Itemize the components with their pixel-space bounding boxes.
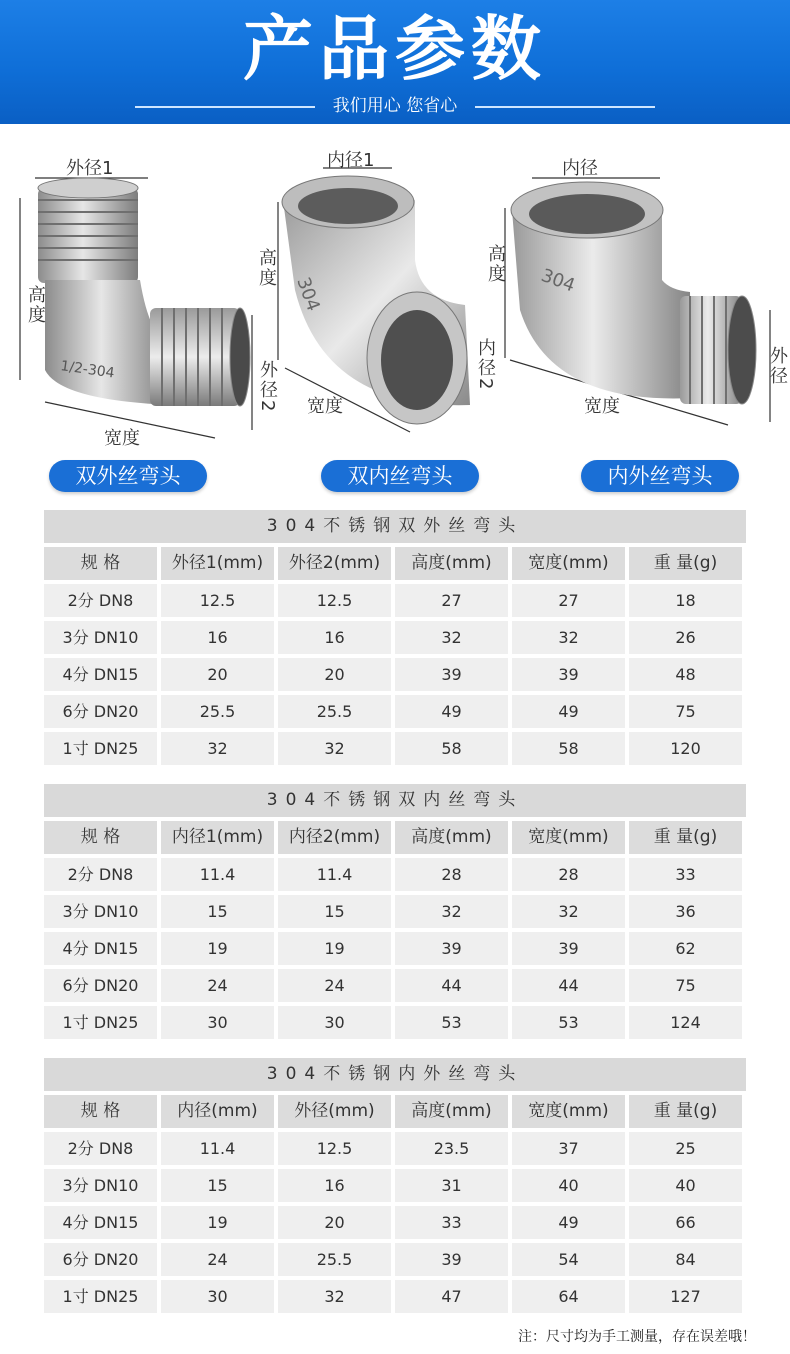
table-header-cell: 外径(mm) xyxy=(278,1095,391,1128)
spec-table-female-elbow xyxy=(44,784,746,1039)
table-cell: 39 xyxy=(395,1243,508,1276)
table-cell: 23.5 xyxy=(395,1132,508,1165)
table-cell: 18 xyxy=(629,584,742,617)
table-cell: 16 xyxy=(161,621,274,654)
table-cell: 25.5 xyxy=(278,1243,391,1276)
table-row xyxy=(44,858,746,891)
product-marking: 304 xyxy=(538,264,578,297)
header-banner xyxy=(0,0,790,124)
table-cell: 30 xyxy=(278,1006,391,1039)
product-name-female-elbow: 双内丝弯头 xyxy=(321,460,479,492)
table-cell: 26 xyxy=(629,621,742,654)
table-cell: 36 xyxy=(629,895,742,928)
table-cell: 24 xyxy=(278,969,391,1002)
table-cell: 53 xyxy=(395,1006,508,1039)
table-cell: 20 xyxy=(278,658,391,691)
table-row xyxy=(44,732,746,765)
table-cell: 40 xyxy=(629,1169,742,1202)
product-name-male-elbow: 双外丝弯头 xyxy=(49,460,207,492)
table-cell: 32 xyxy=(161,732,274,765)
table-cell: 32 xyxy=(395,895,508,928)
product-marking: 304 xyxy=(292,274,324,314)
table-cell: 4分 DN15 xyxy=(44,1206,157,1239)
table-row xyxy=(44,1169,746,1202)
table-cell: 124 xyxy=(629,1006,742,1039)
table-header-row xyxy=(44,821,746,854)
table-row xyxy=(44,1280,746,1313)
table-header-cell: 高度(mm) xyxy=(395,1095,508,1128)
table-header-cell: 规 格 xyxy=(44,821,157,854)
table-cell: 40 xyxy=(512,1169,625,1202)
table-cell: 32 xyxy=(512,895,625,928)
table-cell: 2分 DN8 xyxy=(44,584,157,617)
product-photo-female-elbow xyxy=(245,140,515,450)
table-cell: 2分 DN8 xyxy=(44,858,157,891)
table-header-row xyxy=(44,547,746,580)
table-row xyxy=(44,932,746,965)
table-cell: 54 xyxy=(512,1243,625,1276)
product-name-male-female-elbow: 内外丝弯头 xyxy=(581,460,739,492)
table-cell: 3分 DN10 xyxy=(44,1169,157,1202)
table-row xyxy=(44,621,746,654)
table-header-cell: 宽度(mm) xyxy=(512,821,625,854)
table-cell: 27 xyxy=(512,584,625,617)
table-row xyxy=(44,1132,746,1165)
table-cell: 62 xyxy=(629,932,742,965)
dim-label-top: 内径 xyxy=(562,158,598,179)
table-cell: 25 xyxy=(629,1132,742,1165)
table-cell: 28 xyxy=(395,858,508,891)
table-cell: 27 xyxy=(395,584,508,617)
product-photo-male-female-elbow xyxy=(480,140,786,450)
table-caption: 304不锈钢双内丝弯头 xyxy=(44,784,746,817)
table-header-row xyxy=(44,1095,746,1128)
dim-label-bottom: 宽度 xyxy=(584,396,620,417)
table-cell: 58 xyxy=(512,732,625,765)
table-cell: 19 xyxy=(161,932,274,965)
table-header-cell: 高度(mm) xyxy=(395,547,508,580)
table-row xyxy=(44,695,746,728)
dim-label-left: 高度 xyxy=(256,248,277,288)
table-cell: 44 xyxy=(395,969,508,1002)
dim-label-right: 外径 xyxy=(767,346,788,386)
table-header-cell: 内径2(mm) xyxy=(278,821,391,854)
table-cell: 32 xyxy=(278,732,391,765)
page-subtitle: 我们用心 您省心 xyxy=(332,96,458,116)
table-cell: 15 xyxy=(278,895,391,928)
table-cell: 1寸 DN25 xyxy=(44,1280,157,1313)
table-cell: 127 xyxy=(629,1280,742,1313)
table-cell: 37 xyxy=(512,1132,625,1165)
table-row xyxy=(44,1206,746,1239)
table-cell: 28 xyxy=(512,858,625,891)
table-cell: 19 xyxy=(278,932,391,965)
table-cell: 32 xyxy=(512,621,625,654)
table-cell: 30 xyxy=(161,1006,274,1039)
table-cell: 3分 DN10 xyxy=(44,895,157,928)
table-cell: 4分 DN15 xyxy=(44,658,157,691)
dim-label-right: 内径2 xyxy=(475,338,496,392)
table-cell: 25.5 xyxy=(278,695,391,728)
table-cell: 12.5 xyxy=(278,1132,391,1165)
table-cell: 84 xyxy=(629,1243,742,1276)
table-cell: 75 xyxy=(629,969,742,1002)
table-cell: 16 xyxy=(278,621,391,654)
dim-label-left: 高度 xyxy=(485,244,506,284)
table-cell: 1寸 DN25 xyxy=(44,1006,157,1039)
table-cell: 39 xyxy=(512,658,625,691)
table-header-cell: 规 格 xyxy=(44,547,157,580)
table-cell: 6分 DN20 xyxy=(44,969,157,1002)
table-header-cell: 重 量(g) xyxy=(629,821,742,854)
table-cell: 24 xyxy=(161,969,274,1002)
table-cell: 11.4 xyxy=(161,1132,274,1165)
measurement-note: 注：尺寸均为手工测量，存在误差哦！ xyxy=(518,1329,756,1345)
table-cell: 66 xyxy=(629,1206,742,1239)
table-cell: 1寸 DN25 xyxy=(44,732,157,765)
table-caption: 304不锈钢内外丝弯头 xyxy=(44,1058,746,1091)
table-cell: 12.5 xyxy=(161,584,274,617)
table-cell: 12.5 xyxy=(278,584,391,617)
table-row xyxy=(44,895,746,928)
table-row xyxy=(44,584,746,617)
female-elbow-illustration xyxy=(245,140,515,450)
table-row xyxy=(44,1243,746,1276)
table-cell: 75 xyxy=(629,695,742,728)
table-cell: 6分 DN20 xyxy=(44,1243,157,1276)
dim-label-bottom: 宽度 xyxy=(307,396,343,417)
table-cell: 39 xyxy=(395,932,508,965)
table-row xyxy=(44,658,746,691)
table-header-cell: 内径(mm) xyxy=(161,1095,274,1128)
table-cell: 16 xyxy=(278,1169,391,1202)
table-caption: 304不锈钢双外丝弯头 xyxy=(44,510,746,543)
table-cell: 120 xyxy=(629,732,742,765)
table-cell: 49 xyxy=(512,1206,625,1239)
table-header-cell: 重 量(g) xyxy=(629,1095,742,1128)
table-cell: 31 xyxy=(395,1169,508,1202)
page-title: 产品参数 xyxy=(243,8,547,90)
table-header-cell: 规 格 xyxy=(44,1095,157,1128)
table-cell: 20 xyxy=(161,658,274,691)
table-header-cell: 外径1(mm) xyxy=(161,547,274,580)
table-cell: 49 xyxy=(512,695,625,728)
table-row xyxy=(44,969,746,1002)
table-cell: 6分 DN20 xyxy=(44,695,157,728)
table-cell: 39 xyxy=(395,658,508,691)
table-cell: 39 xyxy=(512,932,625,965)
table-cell: 11.4 xyxy=(278,858,391,891)
table-header-cell: 内径1(mm) xyxy=(161,821,274,854)
table-cell: 47 xyxy=(395,1280,508,1313)
table-cell: 32 xyxy=(278,1280,391,1313)
table-cell: 49 xyxy=(395,695,508,728)
table-header-cell: 宽度(mm) xyxy=(512,1095,625,1128)
table-cell: 4分 DN15 xyxy=(44,932,157,965)
table-cell: 24 xyxy=(161,1243,274,1276)
product-marking: 1/2-304 xyxy=(59,358,116,382)
table-cell: 20 xyxy=(278,1206,391,1239)
dim-label-top: 内径1 xyxy=(327,150,375,171)
table-cell: 53 xyxy=(512,1006,625,1039)
table-row xyxy=(44,1006,746,1039)
table-cell: 25.5 xyxy=(161,695,274,728)
table-header-cell: 宽度(mm) xyxy=(512,547,625,580)
table-cell: 48 xyxy=(629,658,742,691)
table-header-cell: 外径2(mm) xyxy=(278,547,391,580)
table-header-cell: 重 量(g) xyxy=(629,547,742,580)
table-cell: 19 xyxy=(161,1206,274,1239)
dim-label-right: 外径2 xyxy=(257,360,278,414)
table-cell: 44 xyxy=(512,969,625,1002)
table-cell: 30 xyxy=(161,1280,274,1313)
dim-label-left: 高度 xyxy=(25,285,46,325)
table-cell: 11.4 xyxy=(161,858,274,891)
dim-label-bottom: 宽度 xyxy=(104,428,140,449)
male-female-elbow-illustration xyxy=(480,140,786,450)
table-cell: 58 xyxy=(395,732,508,765)
table-header-cell: 高度(mm) xyxy=(395,821,508,854)
table-cell: 3分 DN10 xyxy=(44,621,157,654)
product-photo-male-elbow xyxy=(0,140,278,450)
spec-table-male-elbow xyxy=(44,510,746,765)
table-cell: 33 xyxy=(395,1206,508,1239)
table-cell: 32 xyxy=(395,621,508,654)
table-cell: 33 xyxy=(629,858,742,891)
table-cell: 64 xyxy=(512,1280,625,1313)
table-cell: 15 xyxy=(161,895,274,928)
spec-table-male-female-elbow xyxy=(44,1058,746,1313)
dim-label-top: 外径1 xyxy=(66,158,114,179)
table-cell: 2分 DN8 xyxy=(44,1132,157,1165)
table-cell: 15 xyxy=(161,1169,274,1202)
